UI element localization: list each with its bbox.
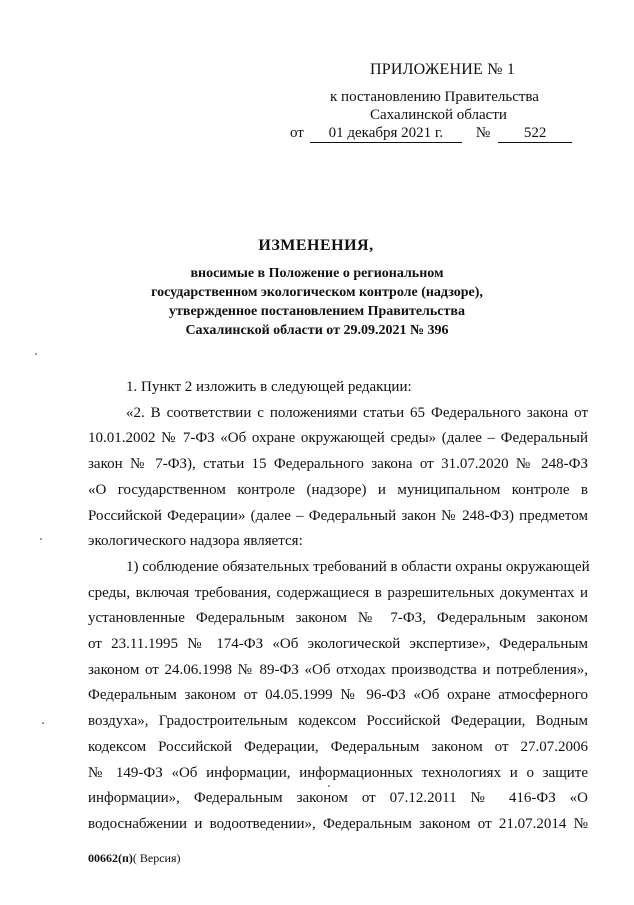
paragraph-line: экологического надзора является:: [88, 533, 303, 550]
appendix-title: ПРИЛОЖЕНИЕ № 1: [370, 61, 516, 78]
document-subtitle: [0, 264, 634, 340]
paragraph-line: закон № 7-ФЗ), статьи 15 Федерального закона от 31.07.2020 № 248-ФЗ: [88, 456, 588, 473]
date-number-line: [290, 124, 572, 143]
paragraph-line: кодексом Российской Федерации, Федеральным законом от 27.07.2006: [88, 738, 588, 755]
paragraph-line: среды, включая требования, содержащиеся в разрешительных документах и: [88, 584, 588, 601]
scan-artifact: [35, 353, 37, 355]
document-title-block: [0, 236, 634, 340]
subtitle-line: вносимые в Положение о региональном: [190, 266, 444, 281]
number-label: №: [475, 125, 491, 141]
subtitle-line: государственном экологическом контроле (надзоре),: [151, 285, 483, 300]
paragraph-line: «О государственном контроле (надзоре) и муниципальном контроле в: [88, 481, 588, 498]
paragraph-line: водоснабжении и водоотведении», Федеральным законом от 21.07.2014 №: [88, 815, 588, 832]
scan-artifact: [328, 785, 330, 787]
date-prefix: от: [290, 125, 304, 141]
subtitle-line: утвержденное постановлением Правительства: [169, 304, 465, 319]
document-version: ( Версия): [132, 851, 181, 865]
scan-artifact: [42, 722, 44, 724]
paragraph-line: законом от 24.06.1998 № 89-ФЗ «Об отходах производства и потребления»,: [88, 661, 588, 678]
paragraph-2: [88, 401, 588, 555]
paragraph-line: установленные Федеральным законом № 7-ФЗ, Федеральным законом: [88, 610, 588, 627]
paragraph-line: 10.01.2002 № 7-ФЗ «Об охране окружающей среды» (далее – Федеральный: [88, 430, 588, 447]
paragraph-line: воздуха», Градостроительным кодексом Российской Федерации, Водным: [88, 713, 588, 730]
document-body: [88, 375, 588, 838]
document-title: ИЗМЕНЕНИЯ,: [258, 237, 374, 254]
paragraph-line: Федеральным законом от 04.05.1999 № 96-ФЗ «Об охране атмосферного: [88, 687, 588, 704]
scan-artifact: [40, 538, 42, 540]
resolution-number: 522: [498, 125, 572, 143]
paragraph-3: [88, 555, 588, 838]
resolution-date: 01 декабря 2021 г.: [310, 125, 462, 143]
paragraph-line: информации», Федеральным законом от 07.12.2011 № 416-ФЗ «О: [88, 790, 588, 807]
paragraph-line: «2. В соответствии с положениями статьи 65 Федерального закона от: [126, 404, 588, 421]
paragraph-line: № 149-ФЗ «Об информации, информационных технологиях и о защите: [88, 764, 588, 781]
paragraph-line: от 23.11.1995 № 174-ФЗ «Об экологической экспертизе», Федеральным: [88, 636, 588, 653]
resolution-reference: к постановлению Правительства: [330, 89, 539, 105]
paragraph-1: 1. Пункт 2 изложить в следующей редакции:: [126, 379, 412, 395]
paragraph-line: Российской Федерации» (далее – Федеральный закон № 248-ФЗ) предметом: [88, 507, 588, 524]
document-code: 00662(п): [88, 851, 133, 865]
document-footer: [88, 851, 181, 866]
subtitle-line: Сахалинской области от 29.09.2021 № 396: [185, 323, 449, 338]
paragraph-line: 1) соблюдение обязательных требований в области охраны окружающей: [126, 558, 590, 575]
region-name: Сахалинской области: [370, 107, 507, 123]
